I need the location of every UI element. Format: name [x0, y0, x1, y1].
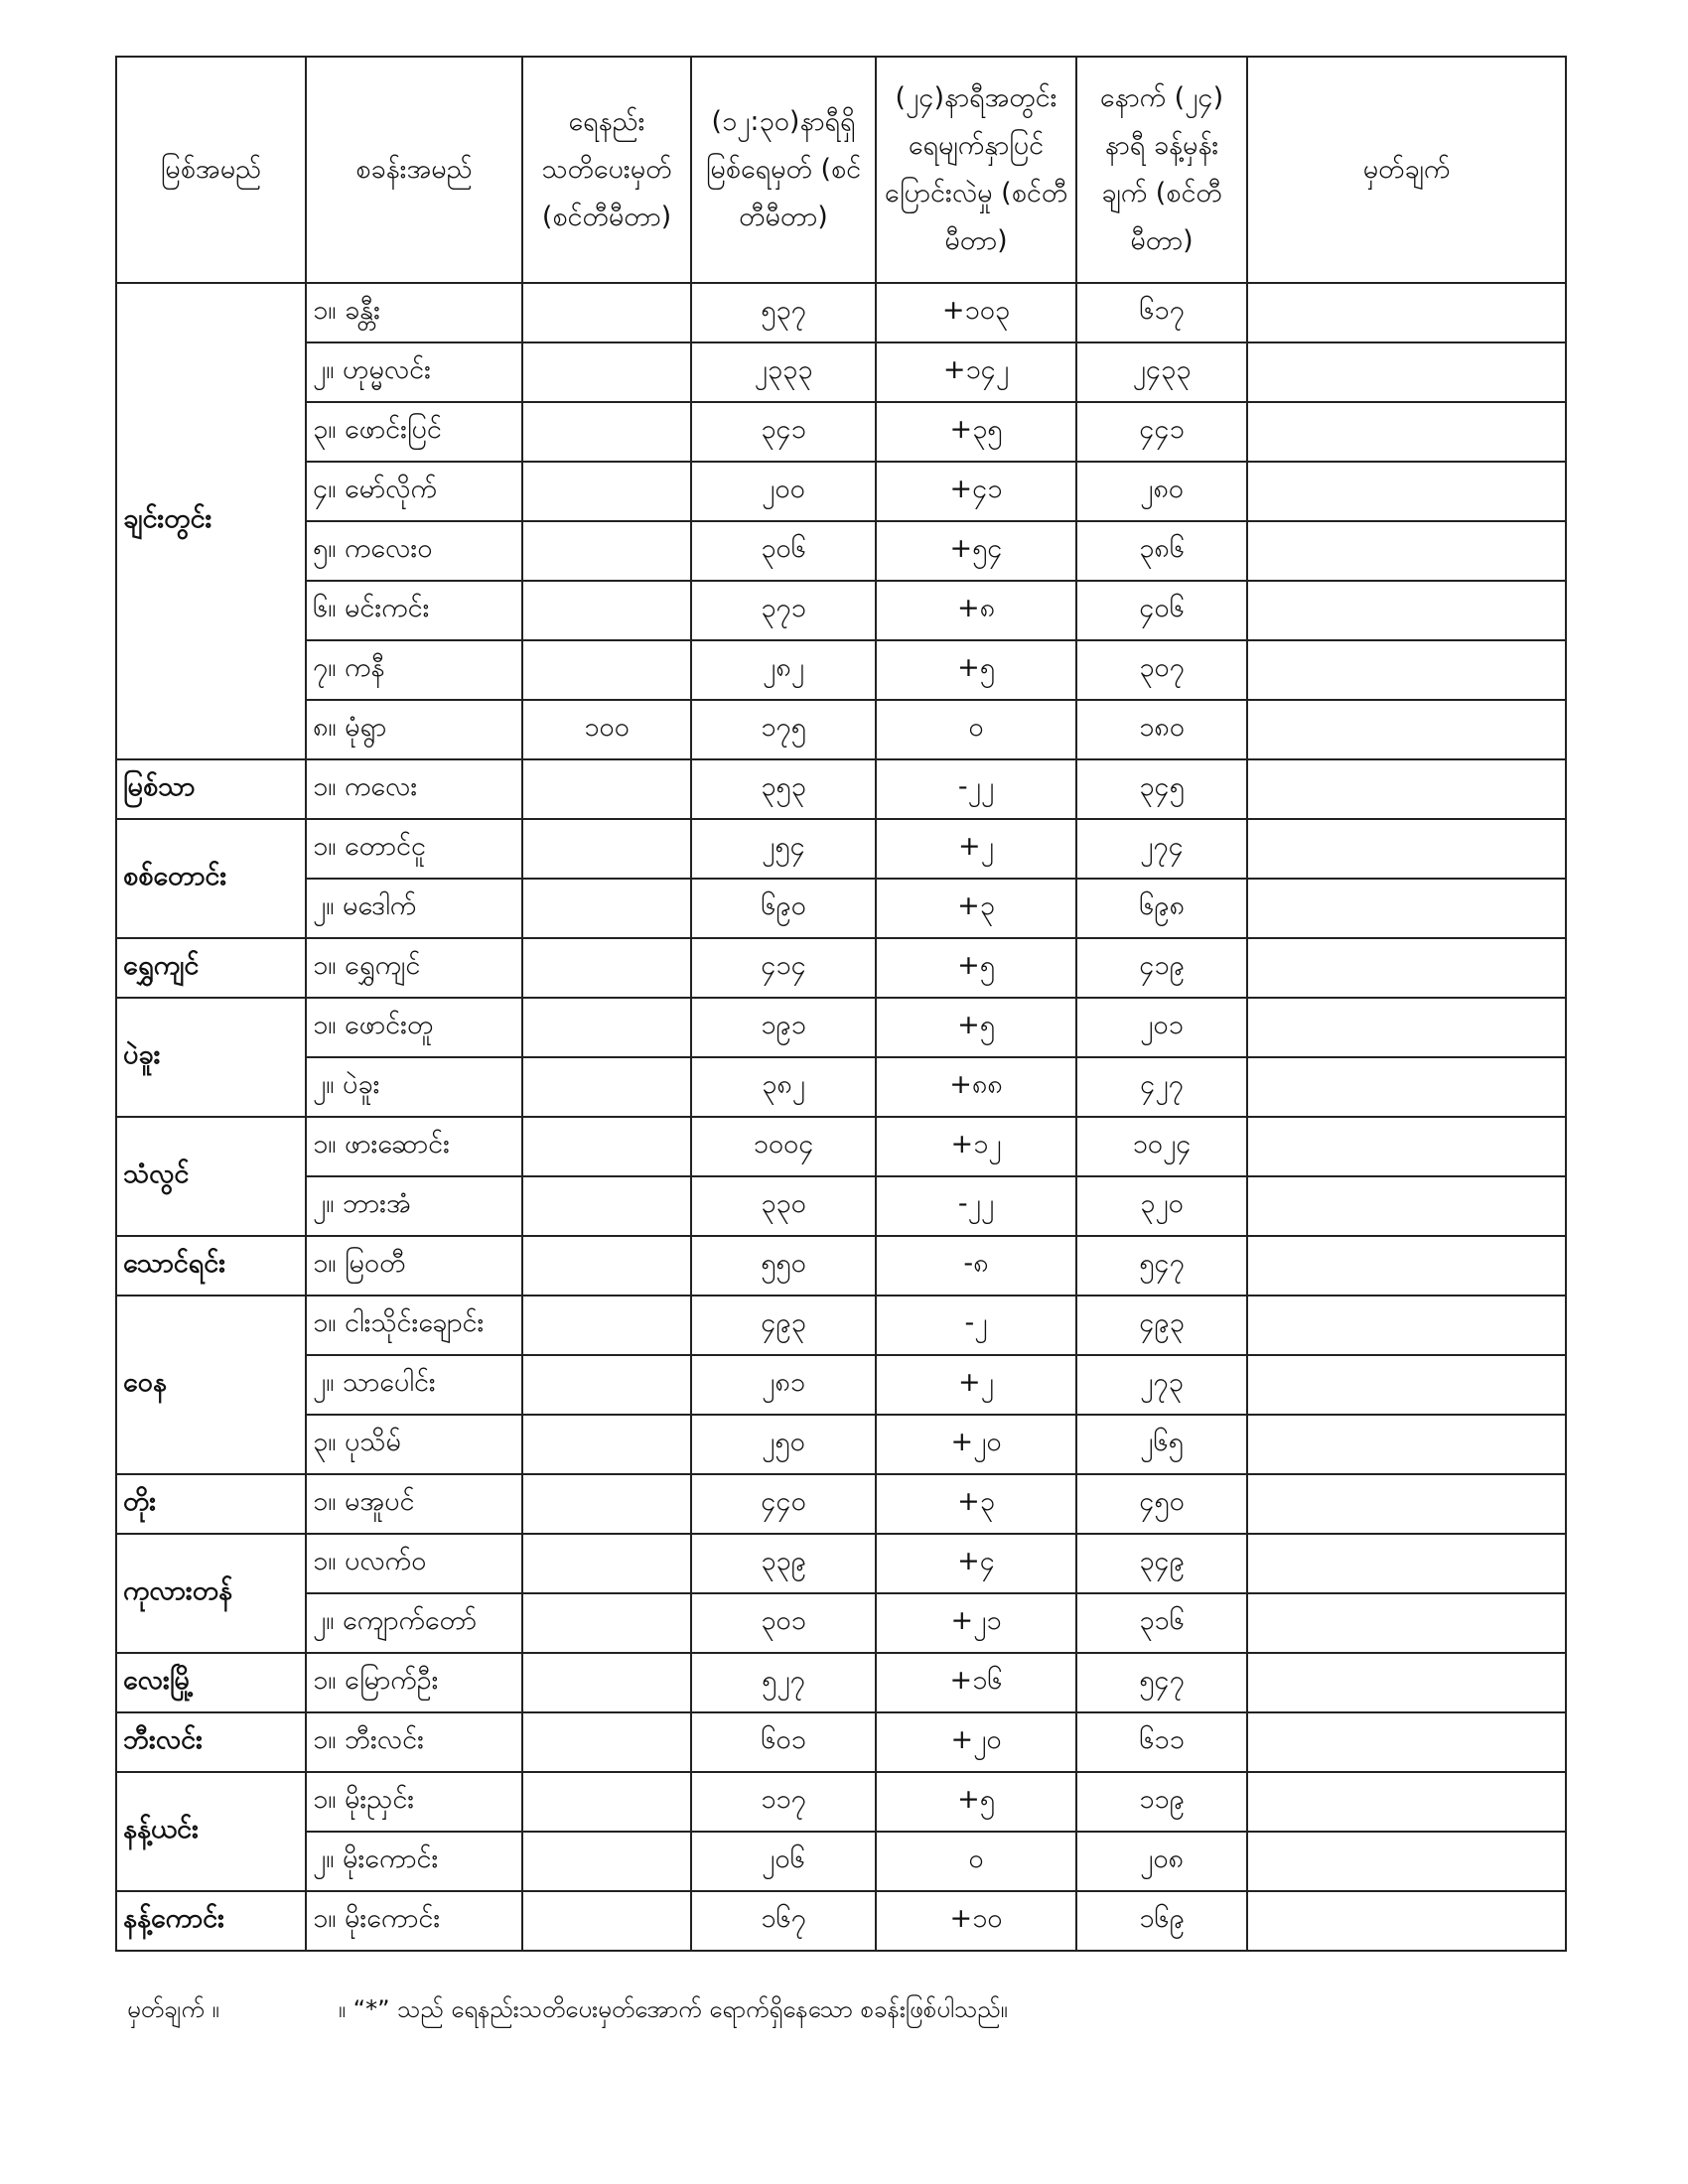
forecast-cell: ၃၄၉	[1076, 1534, 1247, 1593]
table-row	[116, 700, 1566, 759]
24h-change-cell: +၁၂	[876, 1117, 1076, 1176]
remarks-cell	[1247, 402, 1566, 462]
table-row	[116, 521, 1566, 581]
forecast-cell: ၆၉၈	[1076, 879, 1247, 938]
forecast-cell: ၃၁၆	[1076, 1593, 1247, 1653]
water-level-cell: ၂၅၀	[691, 1415, 876, 1474]
24h-change-cell: +၈၈	[876, 1057, 1076, 1117]
remarks-cell	[1247, 1296, 1566, 1355]
table-row	[116, 1176, 1566, 1236]
24h-change-cell: +၂	[876, 819, 1076, 879]
danger-level-cell	[522, 879, 691, 938]
24h-change-cell: +၅	[876, 1772, 1076, 1832]
table-row	[116, 1593, 1566, 1653]
forecast-cell: ၅၄၇	[1076, 1653, 1247, 1712]
table-row	[116, 1355, 1566, 1415]
header-station: စခန်းအမည်	[306, 57, 522, 283]
station-cell: ၁။ ဖောင်းတူ	[306, 998, 522, 1057]
remarks-cell	[1247, 1057, 1566, 1117]
header-water-level: (၁၂:၃၀)နာရီရှိ မြစ်ရေမှတ် (စင်တီမီတာ)	[691, 57, 876, 283]
river-name: လေးမြို့	[116, 1653, 306, 1712]
24h-change-cell: +၃၅	[876, 402, 1076, 462]
header-remarks: မှတ်ချက်	[1247, 57, 1566, 283]
table-row	[116, 879, 1566, 938]
forecast-cell: ၂၄၃၃	[1076, 342, 1247, 402]
forecast-cell: ၄၀၆	[1076, 581, 1247, 640]
station-cell: ၁။ ဘီးလင်း	[306, 1712, 522, 1772]
remarks-cell	[1247, 759, 1566, 819]
danger-level-cell	[522, 998, 691, 1057]
table-row	[116, 462, 1566, 521]
remarks-cell	[1247, 462, 1566, 521]
danger-level-cell	[522, 1474, 691, 1534]
river-name: ရွှေကျင်	[116, 938, 306, 998]
river-name: မြစ်သာ	[116, 759, 306, 819]
danger-level-cell	[522, 1355, 691, 1415]
station-cell: ၁။ မိုးကောင်း	[306, 1891, 522, 1951]
river-name: သံလွင်	[116, 1117, 306, 1236]
forecast-cell: ၂၀၁	[1076, 998, 1247, 1057]
24h-change-cell: +၃	[876, 879, 1076, 938]
forecast-cell: ၂၇၄	[1076, 819, 1247, 879]
header-forecast: နောက် (၂၄) နာရီ ခန့်မှန်းချက် (စင်တီမီတာ)	[1076, 57, 1247, 283]
table-row	[116, 342, 1566, 402]
remarks-cell	[1247, 1176, 1566, 1236]
station-cell: ၂။ ပဲခူး	[306, 1057, 522, 1117]
footnote-text: ။ “*” သည် ရေနည်းသတိပေးမှတ်အောက် ရောက်ရှိနေသော စခန်းဖြစ်ပါသည်။	[338, 1995, 1008, 2023]
forecast-cell: ၂၀၈	[1076, 1832, 1247, 1891]
station-cell: ၄။ မော်လိုက်	[306, 462, 522, 521]
table-row	[116, 938, 1566, 998]
24h-change-cell: +၁၀၃	[876, 283, 1076, 342]
remarks-cell	[1247, 1355, 1566, 1415]
danger-level-cell	[522, 1236, 691, 1296]
24h-change-cell: +၂၀	[876, 1415, 1076, 1474]
water-level-cell: ၃၅၃	[691, 759, 876, 819]
remarks-cell	[1247, 700, 1566, 759]
water-level-cell: ၄၉၃	[691, 1296, 876, 1355]
danger-level-cell	[522, 342, 691, 402]
header-24h-change: (၂၄)နာရီအတွင်း ရေမျက်နှာပြင် ပြောင်းလဲမှု (စင်တီမီတာ)	[876, 57, 1076, 283]
station-cell: ၇။ ကနီ	[306, 640, 522, 700]
water-level-cell: ၃၈၂	[691, 1057, 876, 1117]
24h-change-cell: ၀	[876, 1832, 1076, 1891]
danger-level-cell	[522, 819, 691, 879]
station-cell: ၁။ မြဝတီ	[306, 1236, 522, 1296]
water-level-cell: ၃၇၁	[691, 581, 876, 640]
table-row	[116, 1712, 1566, 1772]
footnote-label: မှတ်ချက် ။	[127, 1995, 219, 2023]
station-cell: ၂။ ဟုမ္မလင်း	[306, 342, 522, 402]
forecast-cell: ၆၁၁	[1076, 1712, 1247, 1772]
header-row	[116, 57, 1566, 283]
table-row	[116, 1474, 1566, 1534]
water-level-cell: ၂၈၂	[691, 640, 876, 700]
footnote	[127, 1993, 1008, 2029]
water-level-cell: ၃၃၉	[691, 1534, 876, 1593]
water-level-cell: ၁၇၅	[691, 700, 876, 759]
table-row	[116, 1057, 1566, 1117]
danger-level-cell	[522, 1176, 691, 1236]
danger-level-cell	[522, 1117, 691, 1176]
river-name: နန့်ယင်း	[116, 1772, 306, 1891]
remarks-cell	[1247, 1236, 1566, 1296]
danger-level-cell	[522, 759, 691, 819]
24h-change-cell: ၀	[876, 700, 1076, 759]
24h-change-cell: -၂	[876, 1296, 1076, 1355]
station-cell: ၂။ မိုးကောင်း	[306, 1832, 522, 1891]
station-cell: ၂။ ဘားအံ	[306, 1176, 522, 1236]
table-row	[116, 581, 1566, 640]
danger-level-cell	[522, 1712, 691, 1772]
24h-change-cell: +၂၀	[876, 1712, 1076, 1772]
remarks-cell	[1247, 1593, 1566, 1653]
station-cell: ၁။ ငါးသိုင်းချောင်း	[306, 1296, 522, 1355]
forecast-cell: ၅၄၇	[1076, 1236, 1247, 1296]
remarks-cell	[1247, 521, 1566, 581]
station-cell: ၁။ မြောက်ဦး	[306, 1653, 522, 1712]
water-level-cell: ၂၀၆	[691, 1832, 876, 1891]
station-cell: ၁။ ဖားဆောင်း	[306, 1117, 522, 1176]
water-level-cell: ၅၃၇	[691, 283, 876, 342]
danger-level-cell	[522, 1057, 691, 1117]
table-body	[116, 283, 1566, 1951]
remarks-cell	[1247, 1832, 1566, 1891]
remarks-cell	[1247, 1653, 1566, 1712]
water-level-cell: ၂၅၄	[691, 819, 876, 879]
station-cell: ၃။ ဖောင်းပြင်	[306, 402, 522, 462]
table-row	[116, 1653, 1566, 1712]
24h-change-cell: +၁၆	[876, 1653, 1076, 1712]
remarks-cell	[1247, 581, 1566, 640]
remarks-cell	[1247, 1534, 1566, 1593]
station-cell: ၁။ ကလေး	[306, 759, 522, 819]
table-row	[116, 998, 1566, 1057]
danger-level-cell	[522, 1534, 691, 1593]
river-level-sheet	[115, 56, 1565, 1952]
river-name: ဘီးလင်း	[116, 1712, 306, 1772]
24h-change-cell: +၅	[876, 998, 1076, 1057]
water-level-cell: ၁၆၇	[691, 1891, 876, 1951]
river-name: ချင်းတွင်း	[116, 283, 306, 759]
forecast-cell: ၁၆၉	[1076, 1891, 1247, 1951]
danger-level-cell	[522, 938, 691, 998]
danger-level-cell	[522, 1772, 691, 1832]
river-name: ဝေန	[116, 1296, 306, 1474]
remarks-cell	[1247, 342, 1566, 402]
forecast-cell: ၂၇၃	[1076, 1355, 1247, 1415]
table-row	[116, 402, 1566, 462]
remarks-cell	[1247, 1772, 1566, 1832]
station-cell: ၆။ မင်းကင်း	[306, 581, 522, 640]
table-row	[116, 1772, 1566, 1832]
remarks-cell	[1247, 283, 1566, 342]
forecast-cell: ၁၁၉	[1076, 1772, 1247, 1832]
river-level-table	[115, 56, 1567, 1952]
water-level-cell: ၃၀၆	[691, 521, 876, 581]
24h-change-cell: +၄၁	[876, 462, 1076, 521]
table-row	[116, 283, 1566, 342]
remarks-cell	[1247, 1415, 1566, 1474]
danger-level-cell: ၁၀၀	[522, 700, 691, 759]
station-cell: ၁။ မအူပင်	[306, 1474, 522, 1534]
remarks-cell	[1247, 879, 1566, 938]
forecast-cell: ၃၂၀	[1076, 1176, 1247, 1236]
danger-level-cell	[522, 521, 691, 581]
remarks-cell	[1247, 819, 1566, 879]
water-level-cell: ၄၄၀	[691, 1474, 876, 1534]
remarks-cell	[1247, 998, 1566, 1057]
station-cell: ၂။ ကျောက်တော်	[306, 1593, 522, 1653]
water-level-cell: ၃၀၁	[691, 1593, 876, 1653]
water-level-cell: ၃၃၀	[691, 1176, 876, 1236]
water-level-cell: ၄၁၄	[691, 938, 876, 998]
danger-level-cell	[522, 1891, 691, 1951]
station-cell: ၈။ မုံရွာ	[306, 700, 522, 759]
danger-level-cell	[522, 402, 691, 462]
forecast-cell: ၁၀၂၄	[1076, 1117, 1247, 1176]
river-name: ပဲခူး	[116, 998, 306, 1117]
table-row	[116, 1891, 1566, 1951]
river-name: နန့်ကောင်း	[116, 1891, 306, 1951]
danger-level-cell	[522, 462, 691, 521]
24h-change-cell: +၁၄၂	[876, 342, 1076, 402]
river-name: ကုလားတန်	[116, 1534, 306, 1653]
water-level-cell: ၁၁၇	[691, 1772, 876, 1832]
header-river: မြစ်အမည်	[116, 57, 306, 283]
table-row	[116, 819, 1566, 879]
table-row	[116, 759, 1566, 819]
header-danger-level: ရေနည်း သတိပေးမှတ် (စင်တီမီတာ)	[522, 57, 691, 283]
24h-change-cell: -၈	[876, 1236, 1076, 1296]
24h-change-cell: +၈	[876, 581, 1076, 640]
24h-change-cell: +၁၀	[876, 1891, 1076, 1951]
water-level-cell: ၂၀၀	[691, 462, 876, 521]
table-row	[116, 1415, 1566, 1474]
danger-level-cell	[522, 1832, 691, 1891]
remarks-cell	[1247, 1891, 1566, 1951]
station-cell: ၂။ သာပေါင်း	[306, 1355, 522, 1415]
table-row	[116, 1296, 1566, 1355]
table-row	[116, 1832, 1566, 1891]
forecast-cell: ၄၅၀	[1076, 1474, 1247, 1534]
remarks-cell	[1247, 1117, 1566, 1176]
danger-level-cell	[522, 1593, 691, 1653]
station-cell: ၁။ ပလက်ဝ	[306, 1534, 522, 1593]
24h-change-cell: +၄	[876, 1534, 1076, 1593]
24h-change-cell: -၂၂	[876, 1176, 1076, 1236]
remarks-cell	[1247, 938, 1566, 998]
danger-level-cell	[522, 581, 691, 640]
water-level-cell: ၂၃၃၃	[691, 342, 876, 402]
forecast-cell: ၂၆၅	[1076, 1415, 1247, 1474]
remarks-cell	[1247, 1474, 1566, 1534]
forecast-cell: ၃၈၆	[1076, 521, 1247, 581]
water-level-cell: ၆၉၀	[691, 879, 876, 938]
water-level-cell: ၃၄၁	[691, 402, 876, 462]
station-cell: ၂။ မဒေါက်	[306, 879, 522, 938]
river-name: စစ်တောင်း	[116, 819, 306, 938]
danger-level-cell	[522, 640, 691, 700]
station-cell: ၁။ တောင်ငူ	[306, 819, 522, 879]
24h-change-cell: +၂	[876, 1355, 1076, 1415]
danger-level-cell	[522, 1653, 691, 1712]
water-level-cell: ၆၀၁	[691, 1712, 876, 1772]
24h-change-cell: +၅	[876, 938, 1076, 998]
table-row	[116, 1117, 1566, 1176]
table-row	[116, 1236, 1566, 1296]
station-cell: ၁။ မိုးညှင်း	[306, 1772, 522, 1832]
station-cell: ၁။ ခန္တီး	[306, 283, 522, 342]
water-level-cell: ၅၂၇	[691, 1653, 876, 1712]
water-level-cell: ၅၅၀	[691, 1236, 876, 1296]
danger-level-cell	[522, 1415, 691, 1474]
forecast-cell: ၄၂၇	[1076, 1057, 1247, 1117]
water-level-cell: ၁၉၁	[691, 998, 876, 1057]
24h-change-cell: +၅	[876, 640, 1076, 700]
water-level-cell: ၁၀၀၄	[691, 1117, 876, 1176]
station-cell: ၁။ ရွှေကျင်	[306, 938, 522, 998]
24h-change-cell: +၂၁	[876, 1593, 1076, 1653]
forecast-cell: ၃၄၅	[1076, 759, 1247, 819]
danger-level-cell	[522, 283, 691, 342]
danger-level-cell	[522, 1296, 691, 1355]
forecast-cell: ၂၈၀	[1076, 462, 1247, 521]
river-name: တိုး	[116, 1474, 306, 1534]
forecast-cell: ၃၀၇	[1076, 640, 1247, 700]
forecast-cell: ၁၈၀	[1076, 700, 1247, 759]
forecast-cell: ၄၉၃	[1076, 1296, 1247, 1355]
station-cell: ၃။ ပုသိမ်	[306, 1415, 522, 1474]
24h-change-cell: +၅၄	[876, 521, 1076, 581]
forecast-cell: ၆၁၇	[1076, 283, 1247, 342]
24h-change-cell: -၂၂	[876, 759, 1076, 819]
24h-change-cell: +၃	[876, 1474, 1076, 1534]
table-row	[116, 640, 1566, 700]
water-level-cell: ၂၈၁	[691, 1355, 876, 1415]
river-name: သောင်ရင်း	[116, 1236, 306, 1296]
forecast-cell: ၄၄၁	[1076, 402, 1247, 462]
table-row	[116, 1534, 1566, 1593]
forecast-cell: ၄၁၉	[1076, 938, 1247, 998]
remarks-cell	[1247, 1712, 1566, 1772]
remarks-cell	[1247, 640, 1566, 700]
station-cell: ၅။ ကလေးဝ	[306, 521, 522, 581]
